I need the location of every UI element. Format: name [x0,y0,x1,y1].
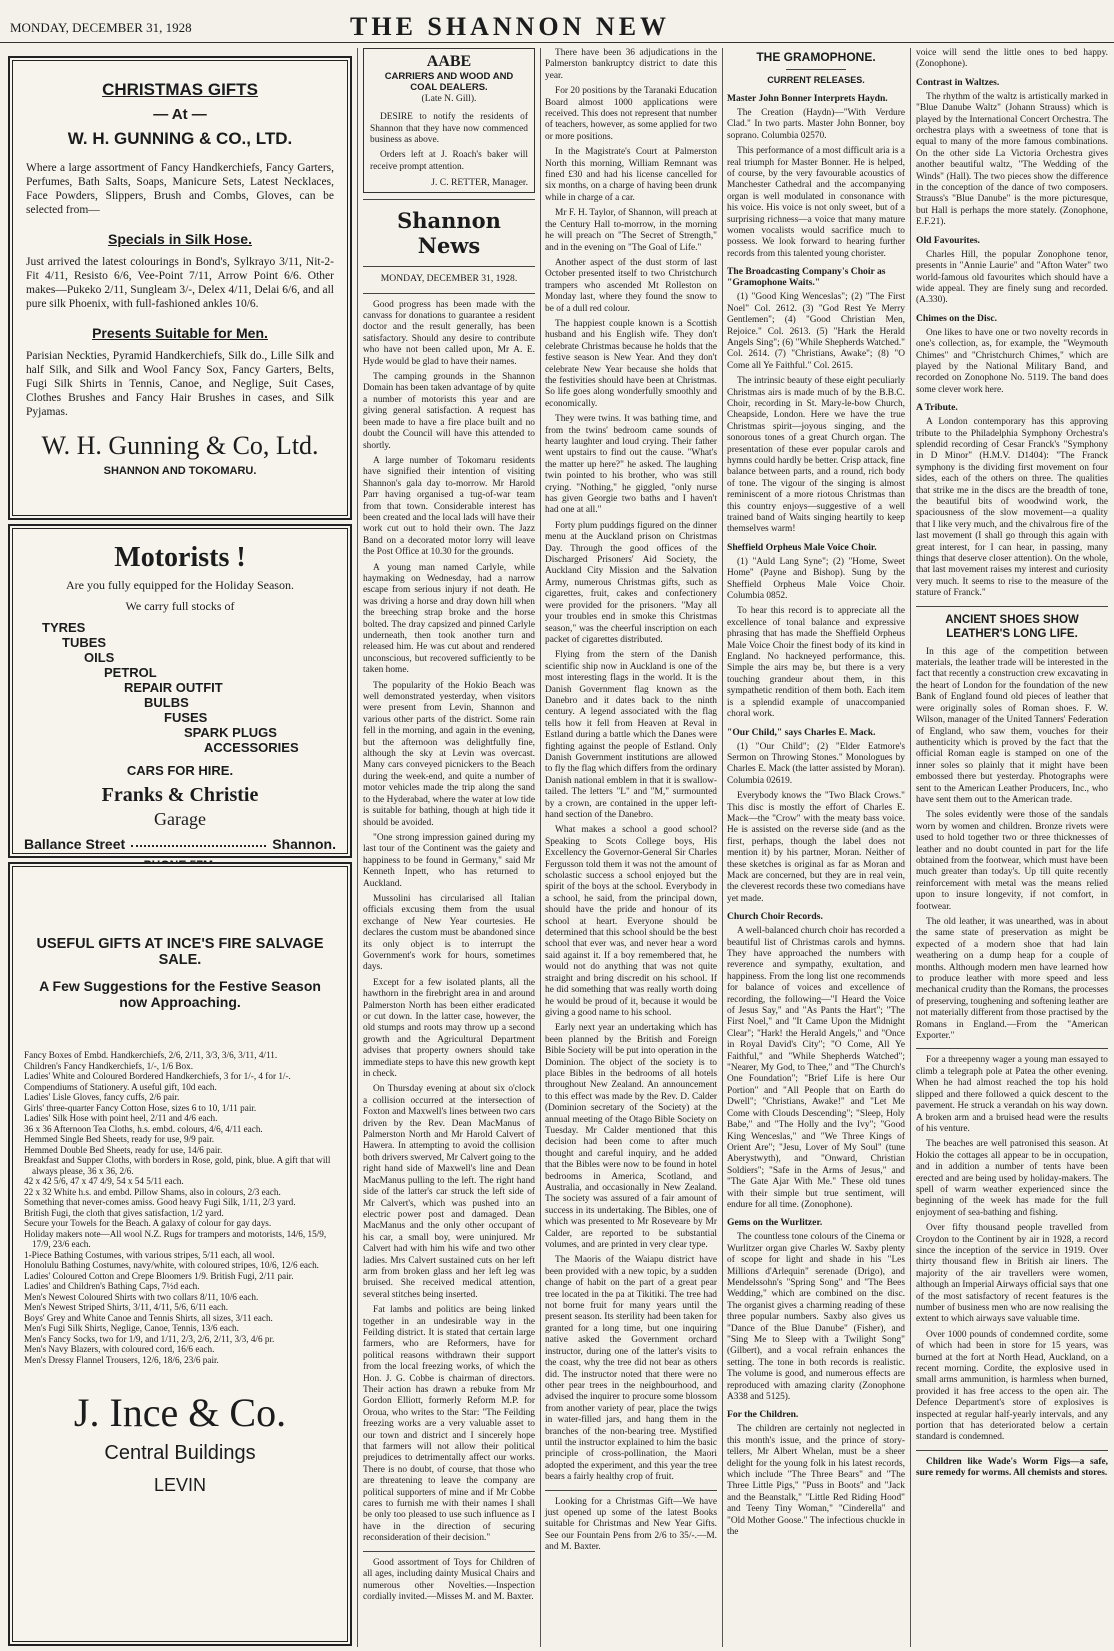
review-paragraph: A London contemporary has this approving tribute to the Philadelphia Symphony Orchestra's splendid recording of Cesar Franck's "Symphony in D Minor" (H.M.V. D1404): "The Franck symphony is the dividing first movement on four sides, each of the others on three. The qualities that strike me in the discs are the breadth of tone, the beautiful bits of woodwind work, the spaciousness of the slow movement—a quality that I like very much, and the chivalrous fire of the last movement (I shall go through this again with great interest, for I can hear, in passing, many things that deserve closer attention). On the whole, that last movement raises my interest and curiosity very much. It seems to rise to the measure of the stature of Franck." [916,417,1108,599]
aabe-signature: J. C. RETTER, Manager. [431,177,528,189]
list-item: 36 x 36 Afternoon Tea Cloths, h.s. embd. colours, 4/6, 4/11 each. [24,1123,263,1134]
news-item: For 20 positions by the Taranaki Education Board almost 1000 applications were received. This does not represent that number of teachers, however, as some applied for two or more positions. [545,86,717,142]
news-item: Over 1000 pounds of condemned cordite, some of which had been in store for 15 years, was burned at the fort at North Head, Auckland, on a recent morning. Cordite, the explosive used in small arms ammunition, is harmless when burned, provided it has free access to the open air. The Defence Department's store of explosives is inspected at regular half-yearly intervals, and any portion that has deteriorated below a certain standard is condemned. [916,1329,1108,1443]
subheading: Contrast in Waltzes. [916,76,1000,88]
list-item: Men's Newest Striped Shirts, 3/11, 4/11, 5/6, 6/11 each. [24,1302,229,1312]
list-item: 22 x 32 White h.s. and embd. Pillow Shams, also in colours, 2/3 each. [24,1186,281,1197]
list-item: Men's Navy Blazers, with coloured cord, 16/6 each. [24,1344,215,1354]
aabe-title: AABE [426,53,472,70]
news-item: Good progress has been made with the canvass for donations to guarantee a resident doctor and the result generally, has been satisfactory. Should any desire to contribute who have not been called upon, Mr A. E. Hyde would be glad to have their names. [363,299,535,367]
divider [786,69,846,70]
subheading: Old Favourites. [916,234,980,246]
gramophone-heading: THE GRAMOPHONE. [756,50,876,64]
worm-figs-ad: Children like Wade's Worm Figs—a safe, sure remedy for worms. All chemists and stores. [916,1456,1108,1479]
stock-list [24,620,336,755]
news-item: Forty plum puddings figured on the dinner menu at the Auckland prison on Christmas Day. Through the good offices of the Discharged Prisoners' Aid Society, the Auckland City Mission and the Salvation Army, numerous Christmas gifts, such as cigarettes, fruit, cakes and confectionery were provided for the prisoners. "May all your troubles end in smoke this Christmas season," was the cheerful inscription on each packet of cigarettes distributed. [545,520,717,645]
article-paragraph: In this age of the competition between materials, the leather trade will be interested in the fact that recently a construction crew excavating in the heart of London for the foundation of the new Bank of England found old pieces of leather that were originally soles of Roman shoes. F. W. Wilson, manager of the United Tanners' Federation of England, who saw them, vouches for their authenticity which is proved by the fact that the official Roman eagle is stamped on one of the inner soles so plainly that it might have been embossed there but yesterday. Photographs were sent to the American Leather Producers, Inc., who have sent them out to the American trade. [916,646,1108,805]
news-item: What makes a school a good school? Speaking to Scots College boys, His Excellency the Governor-General Sir Charles Fergusson told them it was not the amount of scholastic success a school enjoyed but the spirit of the boys at the school. Everybody in a school, he said, from the principal down, should have the pride and honour of its school at heart. Everyone should be determined that this school should be the best school that ever was, and never hear a word said against it. If a boy remembered that, he would not do anything that was not quite straight and bring discredit on his school. If he did something that was really worth doing he would be proud of it, because it would be giving a good name to his school. [545,825,717,1018]
list-item: Ladies' Silk Hose with point heel, 2/11 and 4/6 each. [24,1113,218,1123]
list-item: Children's Fancy Handkerchiefs, 1/-, 1/6 Box. [24,1060,194,1071]
news-item: "One strong impression gained during my last tour of the Continent was the gaiety and happiness to be found in Germany," said Mr Kenneth Inpett, who has returned to Auckland. [363,832,535,889]
news-item: In the Magistrate's Court at Palmerston North this morning, William Remnant was fined £30 and had his license cancelled for six months, on a charge of having been drunk while in charge of a car. [545,147,717,203]
divider [363,1551,535,1552]
ince-town: LEVIN [153,1475,207,1495]
review-paragraph: One likes to have one or two novelty records in one's collection, as, for example, the "Weymouth Chimes" and "Christchurch Chimes," which are played by the National Military Band, and recorded on Zonophone No. 5119. The band does some clever work here. [916,327,1108,395]
list-item: Fancy Boxes of Embd. Handkerchiefs, 2/6, 2/11, 3/3, 3/6, 3/11, 4/11. [24,1050,278,1060]
motorists-heading: Motorists ! [114,542,246,573]
subheading: Gems on the Wurlitzer. [727,1217,823,1229]
garage: Garage [154,809,206,830]
news-item: The Maoris of the Waiapu district have been provided with a new topic, by a sudden change of habit on the part of a great pear tree located in the pa at Tikitiki. The tree had not borne fruit for many years until the present season. Its sterility had been taken for granted for a long time, but one inquiring native asked the Government orchard instructor, during one of the latter's visits to the coast, why the tree did not bear as others did. The instructor noted that there were no other pear trees in the neighbourhood, and advised the inquirer to procure some blossom from another variety of pear, place the twigs in water-filled jars, and hang them in the branches of the non-bearing tree. Mystified until the instructor explained to him the basic principle of cross-pollination, the Maori adopted the experiment, and this year the tree bears a fairly healthy crop of fruit. [545,1255,717,1483]
column-2 [363,48,535,1647]
news-item: For a threepenny wager a young man essayed to climb a telegraph pole at Patea the other evening. When he had almost reached the top his hold slipped and there followed a quick descent to the pavement. He struck a verandah on his way down. A broken arm and a bruised head were the results of his venture. [916,1055,1108,1134]
subheading: A Tribute. [916,402,958,414]
motorists-stocks: We carry full stocks of [125,599,235,614]
subheading: "Our Child," says Charles E. Mack. [727,726,876,738]
subheading: Sheffield Orpheus Male Voice Choir. [727,541,877,553]
news-item: The popularity of the Hokio Beach was well demonstrated yesterday, when visitors were present from Levin, Shannon and various other parts of the district. Some rain fell in the morning, and again in the evening, but the afternoon was delightfully fine, although the sky at Levin was overcast. Many cars conveyed picnickers to the Beach during the week-end, and quite a number of motor vehicles made the trip along the sand to the Hyderabad, where the water at low tide is suitable for bathing, though at high tide it should be avoided. [363,680,535,828]
cars-for-hire: CARS FOR HIRE. [126,763,234,779]
review-paragraph: To hear this record is to appreciate all the excellence of tonal balance and expressive phrasing that has made the Sheffield Orpheus Male Voice Choir the finest body of its kind in England. No hackneyed performance, this. Simple the airs may be, but there is a very touching grandeur about them, in this sympathetic rendition of them both. Each item is a splendid example of unaccompanied choral work. [727,606,905,720]
news-item: Mussolini has circularised all Italian officials excusing them from the usual exchange of New Year courtesies. He declares the custom must be abandoned since its only object is to interrupt the Government's work for hours, sometimes days. [363,893,535,973]
review-paragraph: voice will send the little ones to bed happy. (Zonophone). [916,48,1108,70]
review-paragraph: (1) "Our Child"; (2) "Elder Eatmore's Sermon on Throwing Stones." Monologues by Charles E. Mack (the latter assisted by Moran). Columbia 02619. [727,741,905,786]
stock-item: TUBES [62,635,107,651]
review-paragraph: Everybody knows the "Two Black Crows." This disc is mostly the effort of Charles E. Mack—the "Crow" with the meaty bass voice. He is assisted on the reverse side (and as the first, perhaps, though the label does not mention it) by his partner, Moran. Neither of these sketches is original as far as Moran and Mack are concerned, but they are in real vein, the cleverest records these two comedians have yet made. [727,791,905,904]
review-paragraph: The children are certainly not neglected in this month's issue, and the prince of story-tellers, Mr Albert Whelan, must be a sheer delight for the young folk in his latest records, which include "The Three Bears" and "The Three Little Pigs," "Puss in Boots" and "Jack and the Beanstalk," "Little Red Riding Hood" and Teeny Tiny Woman," "Cinderella" and "Old Mother Goose." The infectious chuckle in the [727,1424,905,1538]
news-item: Early next year an undertaking which has been planned by the British and Foreign Bible Society will be put into operation in the Dominion. The object of the society is to place Bibles in the bedrooms of all hotels throughout New Zealand. An announcement to this effect was made by the Rev. D. Calder (Dominion secretary of the Society) at the annual meeting of the Otago Bible Society on Tuesday. Mr Calder mentioned that this decision had been come to after much thought and careful inquiry, and he added that the Bibles were now to be found in hotel bedrooms in America, Scotland, and Australia, and occasionally in New Zealand. The society was assured of a fair amount of success in its undertaking. The Bibles, one of which was presented to Mr Roseveare by Mr Calder, are reported to be substantial volumes, and are printed in very clear type. [545,1023,717,1251]
aabe-late: (Late N. Gill). [421,93,477,104]
list-item: Honolulu Bathing Costumes, navy/white, with coloured stripes, 10/6, 12/6 each. [24,1260,319,1270]
column-4 [727,48,905,1647]
column-rule [357,48,358,1647]
news-item: Mr F. H. Taylor, of Shannon, will preach at the Century Hall to-morrow, in the morning he will preach on "The Secret of Strength," and in the evening on "The Goal of Life." [545,208,717,253]
review-paragraph: (1) "Auld Lang Syne"; (2) "Home, Sweet Home" (Payne and Bishop). Sung by the Sheffield Orpheus Male Voice Choir. Columbia 0852. [727,556,905,602]
news-item: Over fifty thousand people travelled from Croydon to the Continent by air in 1928, a record since the inception of the service in 1919. Over thirty thousand flew in British air liners. The majority of the air travellers were women, although an Imperial Airways official says that one of the most satisfactory of recent features is the number of business men who are now realising the extent to which airways save valuable time. [916,1223,1108,1325]
list-item: Compendiums of Stationery. A useful gift, 10d each. [24,1081,217,1092]
article-paragraph: The old leather, it was unearthed, was in about the same state of preservation as might be expected of a modern shoe that had lain weathering on a dump heap for a couple of months. Although modern men have learned how to produce leather with more speed and less mechanical crudity than the Romans, the processes of preserving, toughening and softening leather are not materially different from those practised by the Romans in England.—From the "American Exporter." [916,917,1108,1042]
gunning-signature: W. H. Gunning & Co, Ltd. [41,431,319,460]
address-line [24,836,336,852]
gunning-intro: Where a large assortment of Fancy Handkerchiefs, Fancy Garters, Perfumes, Bath Salts, Soaps, Manicure Sets, Latest Necklaces, Face Powders, Slippers, Brush and Combs, Gloves, can be selected from— [26,162,334,216]
news-item: The happiest couple known is a Scottish husband and his English wife. They don't celebrate Christmas because he holds that the festive season is New Year. And they don't celebrate New Year because she holds that the festivities should have been at Christmas. So life goes along wonderfully smoothly and economically. [545,318,717,409]
news-item: The beaches are well patronised this season. At Hokio the cottages all appear to be in occupation, and in addition a number of tents have been erected and are being used by holiday-makers. The spell of warm weather experienced since the beginning of the week has made for the full enjoyment of sea-bathing and fishing. [916,1139,1108,1218]
ince-sub: A Few Suggestions for the Festive Season now Approaching. [39,978,321,1010]
gunning-firm: W. H. GUNNING & CO., LTD. [67,129,293,148]
review-paragraph: The countless tone colours of the Cinema or Wurlitzer organ give Charles W. Saxby plenty of scope for light and shade in his "Les Millions d'Arlequin" serenade (Drigo), and Mendelssohn's "Spring Song" and "The Bees Wedding," which are combined on the disc. The organist gives a charming reading of these three popular numbers. Saxby also gives us "Dance of the Blue Danube" (Fisher), and "Sing Me to Sleep with a Twilight Song" (Gilbert), and a vocal refrain enhances the setting. The tone in both records is realistic. The volume is good, and numerous effects are reproduced with amazing clarity (Zonophone A338 and 5125). [727,1232,905,1403]
review-paragraph: The Creation (Haydn)—"With Verdure Clad." In two parts. Master John Bonner, boy soprano. Columbia 02570. [727,108,905,141]
ince-gift-list [24,1050,336,1365]
column-3 [545,48,717,1647]
men-text: Parisian Neckties, Pyramid Handkerchiefs, Silk do., Lille Silk and half Silk, and Silk and Wool Fancy Sox, Fancy Garters, Belts, Fugi Silk Shirts in Tennis, Canoe, and Neglige, Suit Cases, Clothes Brushes and Fancy Hair Brushes in cases, and Silk Pyjamas. [26,350,334,418]
stock-item: SPARK PLUGS [184,725,277,741]
gunning-at: — At — [153,106,207,123]
stock-item: TYRES [42,620,86,636]
ancient-shoes-heading: ANCIENT SHOES SHOW LEATHER'S LONG LIFE. [945,613,1079,640]
review-paragraph: This performance of a most difficult aria is a real triumph for Master Bonner. He is helped, of course, by the very favourable acoustics of Manchester Cathedral and the accompanying organ is well modulated in consonance with his voice. His voice is not only sweet, but of a surprising richness—a voice that many mature women vocalists would sacrifice much to possess. We look forward to hearing further records from this talented young chorister. [727,146,905,259]
aabe-sub: CARRIERS AND WOOD AND COAL DEALERS. [384,71,514,93]
column-rule [540,48,541,1647]
list-item: Men's Fancy Socks, two for 1/9, and 1/11, 2/3, 2/6, 2/11, 3/3, 4/6 pr. [24,1333,275,1344]
street: Ballance Street [24,836,126,853]
newspaper-title: THE SHANNON NEW [350,12,671,41]
subheading: The Broadcasting Company's Choir as "Gramophone Waits." [727,266,886,289]
ince-buildings: Central Buildings [104,1442,256,1464]
news-date: MONDAY, DECEMBER 31, 1928. [380,273,518,285]
shannon-news-flag: Shannon News [397,208,501,259]
review-paragraph: The rhythm of the waltz is artistically marked in "Blue Danube Waltz" (Johann Strauss) which is played by the International Concert Orchestra. The orchestra plays with a sweetness of tone that is equal to many of the more famous combinations. On the other side La Victoria Orchestra gives another beautiful waltz, "The Wedding of the Winds" (Hall). The two pieces show the difference in the conception of the dance of two composers. Strauss's "Blue Danube" is the more picturesque, but Hall is perhaps the more stately. (Zonophone, E.F.21). [916,91,1108,228]
divider [363,199,535,200]
news-item: Fat lambs and politics are being linked together in an undesirable way in the Feilding district. It is stated that certain large farmers, who are Reformers, have for political reasons withdrawn their support from the local freezing works, of which the Hon. J. G. Cobbe is chairman of directors. Their action has drawn a rebuke from Mr Gordon Elliott, formerly Reform M.P. for Oroua, who writes to the Star: "The Feilding freezing works are a very valuable asset to our town and district and I sincerely hope that farmers will not allow their political prejudices to detrimentally affect our works. There is no doubt, of course, that those who are threatening to leave the company are political supporters of mine and if Mr Cobbe cares to furnish me with their names I shall be only too pleased to use such influence as I have in the direction of securing reconsideration of their decision." [363,1305,535,1544]
list-item: Hemmed Single Bed Sheets, ready for use, 9/9 pair. [24,1134,215,1144]
gunning-places: SHANNON AND TOKOMARU. [103,465,257,477]
stock-item: OILS [84,650,115,666]
stock-item: PETROL [104,665,157,681]
issue-date: MONDAY, DECEMBER 31, 1928 [10,20,192,35]
ince-firm: J. Ince & Co. [73,1390,287,1435]
list-item: Ladies' Lisle Gloves, fancy cuffs, 2/6 pair. [24,1092,180,1102]
review-paragraph: Charles Hill, the popular Zonophone tenor, presents in "Annie Laurie" and "Afton Water" two world-famous old favourites which should have a wide appeal. They are finely sung and recorded. (A.330). [916,249,1108,306]
subheading: For the Children. [727,1409,799,1421]
news-item: They were twins. It was bathing time, and from the twins' bedroom came sounds of hearty laughter and loud crying. Their father went upstairs to find out the cause. "What's the matter up here?" he asked. The laughing twin pointed to his brother, who was still crying. "Nothing," he giggled, "only nurse has given Georgie two baths and I haven't had one at all." [545,414,717,516]
list-item: Ladies' White and Coloured Bordered Handkerchiefs, 3 for 1/-, 4 for 1/-. [24,1071,291,1081]
aabe-text-1: DESIRE to notify the residents of Shannon that they have now commenced business as above. [370,112,528,146]
subheading: Master John Bonner Interprets Haydn. [727,93,888,104]
list-item: Men's Newest Coloured Shirts with two collars 8/11, 10/6 each. [24,1291,259,1302]
column-5 [916,48,1108,1647]
town: Shannon. [272,836,336,853]
baxter-books-ad: Looking for a Christmas Gift—We have just opened up some of the latest Books suitable for Christmas and New Year Gifts. See our Fountain Pens from 2/6 to 35/-.—M. and M. Baxter. [545,1496,717,1553]
list-item: Hemmed Double Bed Sheets, ready for use, 14/6 pair. [24,1144,223,1155]
divider [916,1048,1108,1049]
subheading: Church Choir Records. [727,911,823,923]
gunning-advert [8,56,352,520]
list-item: Girls' three-quarter Fancy Cotton Hose, sizes 6 to 10, 1/11 pair. [24,1102,257,1113]
news-item: There have been 36 adjudications in the Palmerston bankruptcy district to date this year. [545,48,717,81]
list-item: Holiday makers note—All wool N.Z. Rugs for trampers and motorists, 14/6, 15/9, 17/9, 23/6 each. [24,1228,327,1249]
review-paragraph: (1) "Good King Wenceslas"; (2) "The First Noel" Col. 2612. (3) "God Rest Ye Merry Gentlemen"; (4) "Good Christian Men, Rejoice." Col. 2613. (5) "Hark the Herald Angels Sing"; (6) "While Shepherds Watched." Col. 2614. (7) "Christians, Awake"; (8) "O Come all Ye Faithful." Col. 2615. [727,292,905,371]
list-item: Ladies' and Children's Bathing Caps, 7½d each. [24,1281,200,1291]
news-item: Another aspect of the dust storm of last October presented itself to two Christchurch trampers who ascended Mt Rolleston on Monday last, where they found the snow to be of a dull red colour. [545,257,717,314]
list-item: British Fugi, the cloth that gives satisfaction, 1/2 yard. [24,1207,224,1218]
dots [131,836,266,847]
list-item: Men's Fugi Silk Shirts, Neglige, Canoe, Tennis, 13/6 each. [24,1323,239,1333]
stock-item: FUSES [164,710,208,726]
list-item: 1-Piece Bathing Costumes, with various stripes, 5/11 each, all wool. [24,1249,275,1260]
list-item: Secure your Towels for the Beach. A galaxy of colour for gay days. [24,1218,272,1228]
silk-hose-text: Just arrived the latest colourings in Bond's, Sylkrayo 3/11, Nit-2-Fit 4/11, Resisto 6/6, Vee-Point 7/11, Arrow Point 6/6. Other makes—Pukeko 2/11, Sungleam 3/-, Delex 4/11, Delai 6/6, and all pure silk Phoenix, with full-fashioned ankles 10/6. [26,256,334,310]
divider [916,1450,1108,1451]
divider [363,293,535,294]
news-item: A young man named Carlyle, while haymaking on Wednesday, had a narrow escape from serious injury if not death. He was driving a horse and dray down hill when the breeching strap broke and the horse bolted. The dray capsized and pinned Carlyle underneath, then took another turn and released him. He was cut about and rendered unconscious, but recovered sufficiently to be taken home. [363,562,535,676]
silk-hose-heading: Specials in Silk Hose. [108,231,252,247]
list-item: Breakfast and Supper Cloths, with borders in Rose, gold, pink, blue. A gift that will always please, 36 x 36, 2/6. [24,1155,331,1176]
stock-item: ACCESSORIES [204,740,299,756]
gramophone-sub: CURRENT RELEASES. [767,75,865,85]
list-item: Ladies' Coloured Cotton and Crepe Bloomers 1/9. British Fugi, 2/11 pair. [24,1270,294,1281]
motorists-advert [8,524,352,858]
ince-advert [8,862,352,1646]
article-paragraph: The soles evidently were those of the sandals worn by women and children. Bronze rivets were used to hold together two or three thicknesses of leather and no doubt counted in part for the life obtained from the footwear, which must have been much greater than today's. Up till quite recently reinforcement with metal was the means relied upon to insure longevity, if not comfort, in footwear. [916,810,1108,912]
stock-item: REPAIR OUTFIT [124,680,223,696]
list-item: Something that never-comes amiss. Good heavy Fugi Silk, 1/11, 2/3 yard. [24,1197,296,1207]
divider [363,266,535,267]
news-item: The camping grounds in the Shannon Domain has been taken advantage of by quite a number of motorists this year and are giving general satisfaction. A request has been made to have a fire place built and no doubt the Council will have this attended to shortly. [363,372,535,451]
gunning-heading: CHRISTMAS GIFTS [102,80,258,99]
news-item: On Thursday evening at about six o'clock a collision occurred at the intersection of Foxton and Maxwell's lines between two cars driven by the Rev. Dean MacManus of Palmerston North and Mr Harold Calvert of Hawera. In attempting to avoid the collision both drivers swerved, Mr Calvert going to the right hand side of Maxwell's line and Dean MacManus pulling to the left. The right hand side of the latter's car struck the left side of Mr Calvert's, which was pushed into an electric power post and damaged. Dean MacManus and the only other occupant of his car, a small boy, were uninjured. Mr Calvert had with him his wife and two other ladies. Mrs Calvert sustained cuts on her left arm from broken glass and her left leg was bruised. She received medical attention, several stitches being inserted. [363,1084,535,1300]
list-item: Men's Dressy Flannel Trousers, 12/6, 18/6, 23/6 pair. [24,1354,219,1365]
baxter-toys-ad: Good assortment of Toys for Children of all ages, including dainty Musical Chairs and numerous other Novelties.—Inspection cordially invited.—Misses M. and M. Baxter. [363,1557,535,1602]
column-rule [910,48,911,1647]
news-item: Flying from the stern of the Danish scientific ship now in Auckland is one of the most interesting flags in the world. It is the Danish Government flag known as the Danebro and it dates back to the ninth century. A legend associated with the flag tells how it fell from Heaven at Reval in Estland during a battle which the Danes were fighting against the people of Estland. Only Danish Government institutions are allowed to fly the flag which differs from the ordinary Danish national emblem in that it is swallow-tailed. The letters "L" and "M," surmounted by a crown, are contained in the upper left-hand section of the Danebro. [545,650,717,820]
subheading: Chimes on the Disc. [916,312,998,324]
aabe-text-2: Orders left at J. Roach's baker will receive prompt attention. [370,150,528,172]
news-item: A large number of Tokomaru residents have signified their intention of visiting Shannon's gala day to-morrow. Mr Harold Parr having organised a tug-of-war team from that town. Considerable interest has been created and the local lads will have their work cut out to hold their own. The Jazz Band on a decorated motor lorry will leave the Post Office at 10.30 for the grounds. [363,455,535,558]
aabe-advert [363,48,535,193]
column-rule [722,48,723,1647]
ince-heading: USEFUL GIFTS AT INCE'S FIRE SALVAGE SALE. [36,936,324,968]
list-item: Boys' Grey and White Canoe and Tennis Shirts, all sizes, 3/11 each. [24,1312,273,1323]
franks-christie: Franks & Christie [101,784,259,807]
list-item: 42 x 42 5/6, 47 x 47 4/9, 54 x 54 5/11 each. [24,1176,184,1186]
news-item: Except for a few isolated plants, all the hawthorn in the firebright area in and around Palmerston North has been either eradicated or cut down. In the latter case, however, the old stumps and roots may throw up a second growth and the Agricultural Department advises that property owners should take immediate steps to have this new growth kept in check. [363,977,535,1080]
men-heading: Presents Suitable for Men. [92,325,268,341]
masthead [0,0,1114,43]
stock-item: BULBS [144,695,189,711]
review-paragraph: A well-balanced church choir has recorded a beautiful list of Christmas carols and hymns. They have approached the numbers with reverence and sympathy, exultation, and happiness. From the long list one recommends for balance of voices and excellence of recording, the following—"I Heard the Voice of Jesus Say," and "As Pants the Hart"; "The First Noel," and "It Came Upon the Midnight Clear"; "Hark! the Herald Angels," and "Once in Royal David's City"; "O Come, All Ye Faithful," and "While Shepherds Watched"; "Nearer, My God, to Thee," and "The Church's One Foundation"; "Brief Life is here Our Portion" and "All People that on Earth do Dwell"; "Christians, Awake!" and "Let Me Come with Clouds Descending"; "Sleep, Holy Babe," and "The Holly and the Ivy"; "Good King Wenceslas," and "We Three Kings of Orient Are"; "Jesu, Lover of My Soul" (tune Aberystwyth), and "Onward, Christian Soldiers"; "Safe in the Arms of Jesus," and "The Gate Ajar With Me." These old tunes with their simple but true sentiment, will endure for all time. (Zonophone). [727,926,905,1210]
review-paragraph: The intrinsic beauty of these eight peculiarly Christmas airs is made much of by the B.B.C. Choir, recording in St. Mary-le-bow Church, Cheapside, London. Here we have the true Christmas spirit—joyous singing, and the sonorous tones of a great Church organ. The presentation of these ever popular carols and hymns could hardly be better. Crisp attack, fine balance between parts, and a round, rich body of tone. The vigour of the singing is almost reminiscent of a more riotous Christmas than this country enjoys—suggestive of a well trained band of Waits singing heartily to keep themselves warm! [727,376,905,535]
divider [545,1490,717,1491]
motorists-question: Are you fully equipped for the Holiday Season. [66,578,294,592]
divider [916,606,1108,607]
